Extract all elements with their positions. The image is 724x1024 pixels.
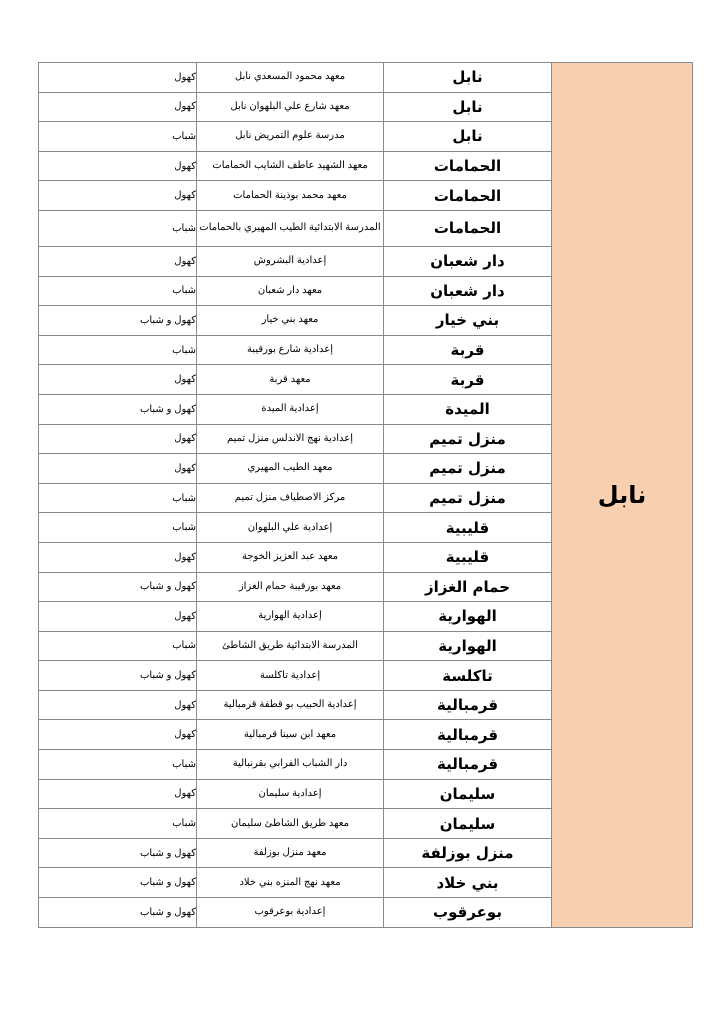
institution-cell: مركز الاصطياف منزل تميم <box>197 483 384 513</box>
city-cell: دار شعبان <box>384 276 552 306</box>
city-cell: تاكلسة <box>384 661 552 691</box>
institution-cell: معهد طريق الشاطئ سليمان <box>197 809 384 839</box>
category-cell: كهول <box>39 690 197 720</box>
category-cell: كهول <box>39 424 197 454</box>
category-cell: شباب <box>39 335 197 365</box>
category-cell: كهول <box>39 720 197 750</box>
city-cell: قرمبالية <box>384 690 552 720</box>
city-cell: قربة <box>384 365 552 395</box>
city-cell: دار شعبان <box>384 246 552 276</box>
category-cell: كهول <box>39 246 197 276</box>
institution-cell: معهد الطيب المهيري <box>197 454 384 484</box>
table-body <box>39 63 693 928</box>
category-cell: كهول و شباب <box>39 394 197 424</box>
institution-cell: إعدادية البشروش <box>197 246 384 276</box>
institution-cell: إعدادية علي البلهوان <box>197 513 384 543</box>
city-cell: قليبية <box>384 513 552 543</box>
governorate-cell: نابل <box>552 63 693 928</box>
category-cell: كهول <box>39 151 197 181</box>
city-cell: الميدة <box>384 394 552 424</box>
city-cell: بوعرقوب <box>384 898 552 928</box>
category-cell: كهول <box>39 92 197 122</box>
city-cell: سليمان <box>384 779 552 809</box>
institution-cell: معهد قربة <box>197 365 384 395</box>
category-cell: شباب <box>39 513 197 543</box>
category-cell: شباب <box>39 276 197 306</box>
category-cell: شباب <box>39 122 197 152</box>
institution-cell: المدرسة الابتدائية طريق الشاطئ <box>197 631 384 661</box>
category-cell: كهول <box>39 602 197 632</box>
city-cell: منزل تميم <box>384 424 552 454</box>
institution-cell: إعدادية نهج الاندلس منزل تميم <box>197 424 384 454</box>
institution-cell: إعدادية تاكلسة <box>197 661 384 691</box>
city-cell: منزل تميم <box>384 454 552 484</box>
city-cell: قرمبالية <box>384 720 552 750</box>
category-cell: كهول و شباب <box>39 306 197 336</box>
category-cell: كهول <box>39 365 197 395</box>
institution-cell: إعدادية الهوارية <box>197 602 384 632</box>
city-cell: قليبية <box>384 542 552 572</box>
city-cell: منزل تميم <box>384 483 552 513</box>
institution-cell: المدرسة الابتدائية الطيب المهيري بالحمامات <box>197 210 384 246</box>
institution-cell: دار الشباب الفرابي بقرنبالية <box>197 750 384 780</box>
category-cell: كهول و شباب <box>39 868 197 898</box>
city-cell: نابل <box>384 92 552 122</box>
institution-cell: مدرسة علوم التمريض نابل <box>197 122 384 152</box>
category-cell: كهول و شباب <box>39 898 197 928</box>
institution-cell: معهد محمد بوذينة الحمامات <box>197 181 384 211</box>
category-cell: كهول <box>39 779 197 809</box>
institution-cell: معهد الشهيد عاطف الشايب الحمامات <box>197 151 384 181</box>
city-cell: الحمامات <box>384 210 552 246</box>
city-cell: الحمامات <box>384 181 552 211</box>
institution-cell: معهد بورقيبة حمام الغزاز <box>197 572 384 602</box>
institution-cell: معهد ابن سينا قرمبالية <box>197 720 384 750</box>
city-cell: حمام الغزاز <box>384 572 552 602</box>
city-cell: نابل <box>384 63 552 93</box>
institution-cell: معهد نهج المنزه بني خلاد <box>197 868 384 898</box>
centers-table <box>38 62 693 928</box>
institution-cell: إعدادية بوعرقوب <box>197 898 384 928</box>
category-cell: كهول <box>39 542 197 572</box>
category-cell: كهول <box>39 63 197 93</box>
city-cell: نابل <box>384 122 552 152</box>
city-cell: منزل بوزلفة <box>384 838 552 868</box>
institution-cell: معهد دار شعبان <box>197 276 384 306</box>
institution-cell: معهد بني خيار <box>197 306 384 336</box>
city-cell: قربة <box>384 335 552 365</box>
category-cell: كهول و شباب <box>39 661 197 691</box>
city-cell: الهوارية <box>384 602 552 632</box>
table-row <box>39 63 693 93</box>
city-cell: قرمبالية <box>384 750 552 780</box>
city-cell: سليمان <box>384 809 552 839</box>
institution-cell: إعدادية الميدة <box>197 394 384 424</box>
institution-cell: معهد منزل بوزلفة <box>197 838 384 868</box>
city-cell: الحمامات <box>384 151 552 181</box>
category-cell: شباب <box>39 483 197 513</box>
category-cell: كهول و شباب <box>39 838 197 868</box>
city-cell: بني خلاد <box>384 868 552 898</box>
category-cell: شباب <box>39 750 197 780</box>
institution-cell: إعدادية شارع بورقيبة <box>197 335 384 365</box>
institution-cell: معهد شارع علي البلهوان نابل <box>197 92 384 122</box>
category-cell: كهول و شباب <box>39 572 197 602</box>
category-cell: شباب <box>39 809 197 839</box>
institution-cell: إعدادية سليمان <box>197 779 384 809</box>
category-cell: كهول <box>39 181 197 211</box>
institution-cell: إعدادية الحبيب بو قطفة قرمبالية <box>197 690 384 720</box>
category-cell: شباب <box>39 210 197 246</box>
category-cell: كهول <box>39 454 197 484</box>
city-cell: الهوارية <box>384 631 552 661</box>
city-cell: بني خيار <box>384 306 552 336</box>
institution-cell: معهد محمود المسعدي نابل <box>197 63 384 93</box>
institution-cell: معهد عبد العزيز الخوجة <box>197 542 384 572</box>
category-cell: شباب <box>39 631 197 661</box>
